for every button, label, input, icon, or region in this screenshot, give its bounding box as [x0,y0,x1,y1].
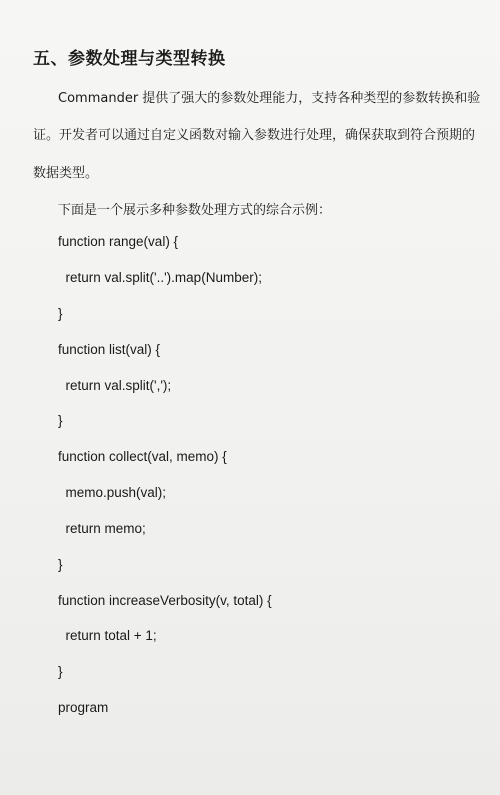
code-line: return total + 1; [58,628,157,643]
code-line: return memo; [58,521,146,536]
paragraph-line-1: Commander 提供了强大的参数处理能力，支持各种类型的参数转换和验 [58,91,481,106]
code-line: return val.split('..').map(Number); [58,270,262,285]
code-line: function collect(val, memo) { [58,449,227,464]
code-line: memo.push(val); [58,485,167,500]
code-line: } [58,557,63,572]
code-line: } [58,413,63,428]
code-line: program [58,700,109,715]
code-line: function range(val) { [58,234,179,249]
code-line: function increaseVerbosity(v, total) { [58,593,272,608]
paragraph-line-3: 数据类型。 [33,166,99,181]
code-line: function list(val) { [58,342,161,357]
section-heading: 五、参数处理与类型转换 [33,49,226,69]
code-line: return val.split(','); [58,378,172,393]
intro-text: 下面是一个展示多种参数处理方式的综合示例： [58,203,332,218]
paragraph-line-2: 证。开发者可以通过自定义函数对输入参数进行处理，确保获取到符合预期的 [33,128,476,143]
code-line: } [58,306,63,321]
code-line: } [58,664,63,679]
